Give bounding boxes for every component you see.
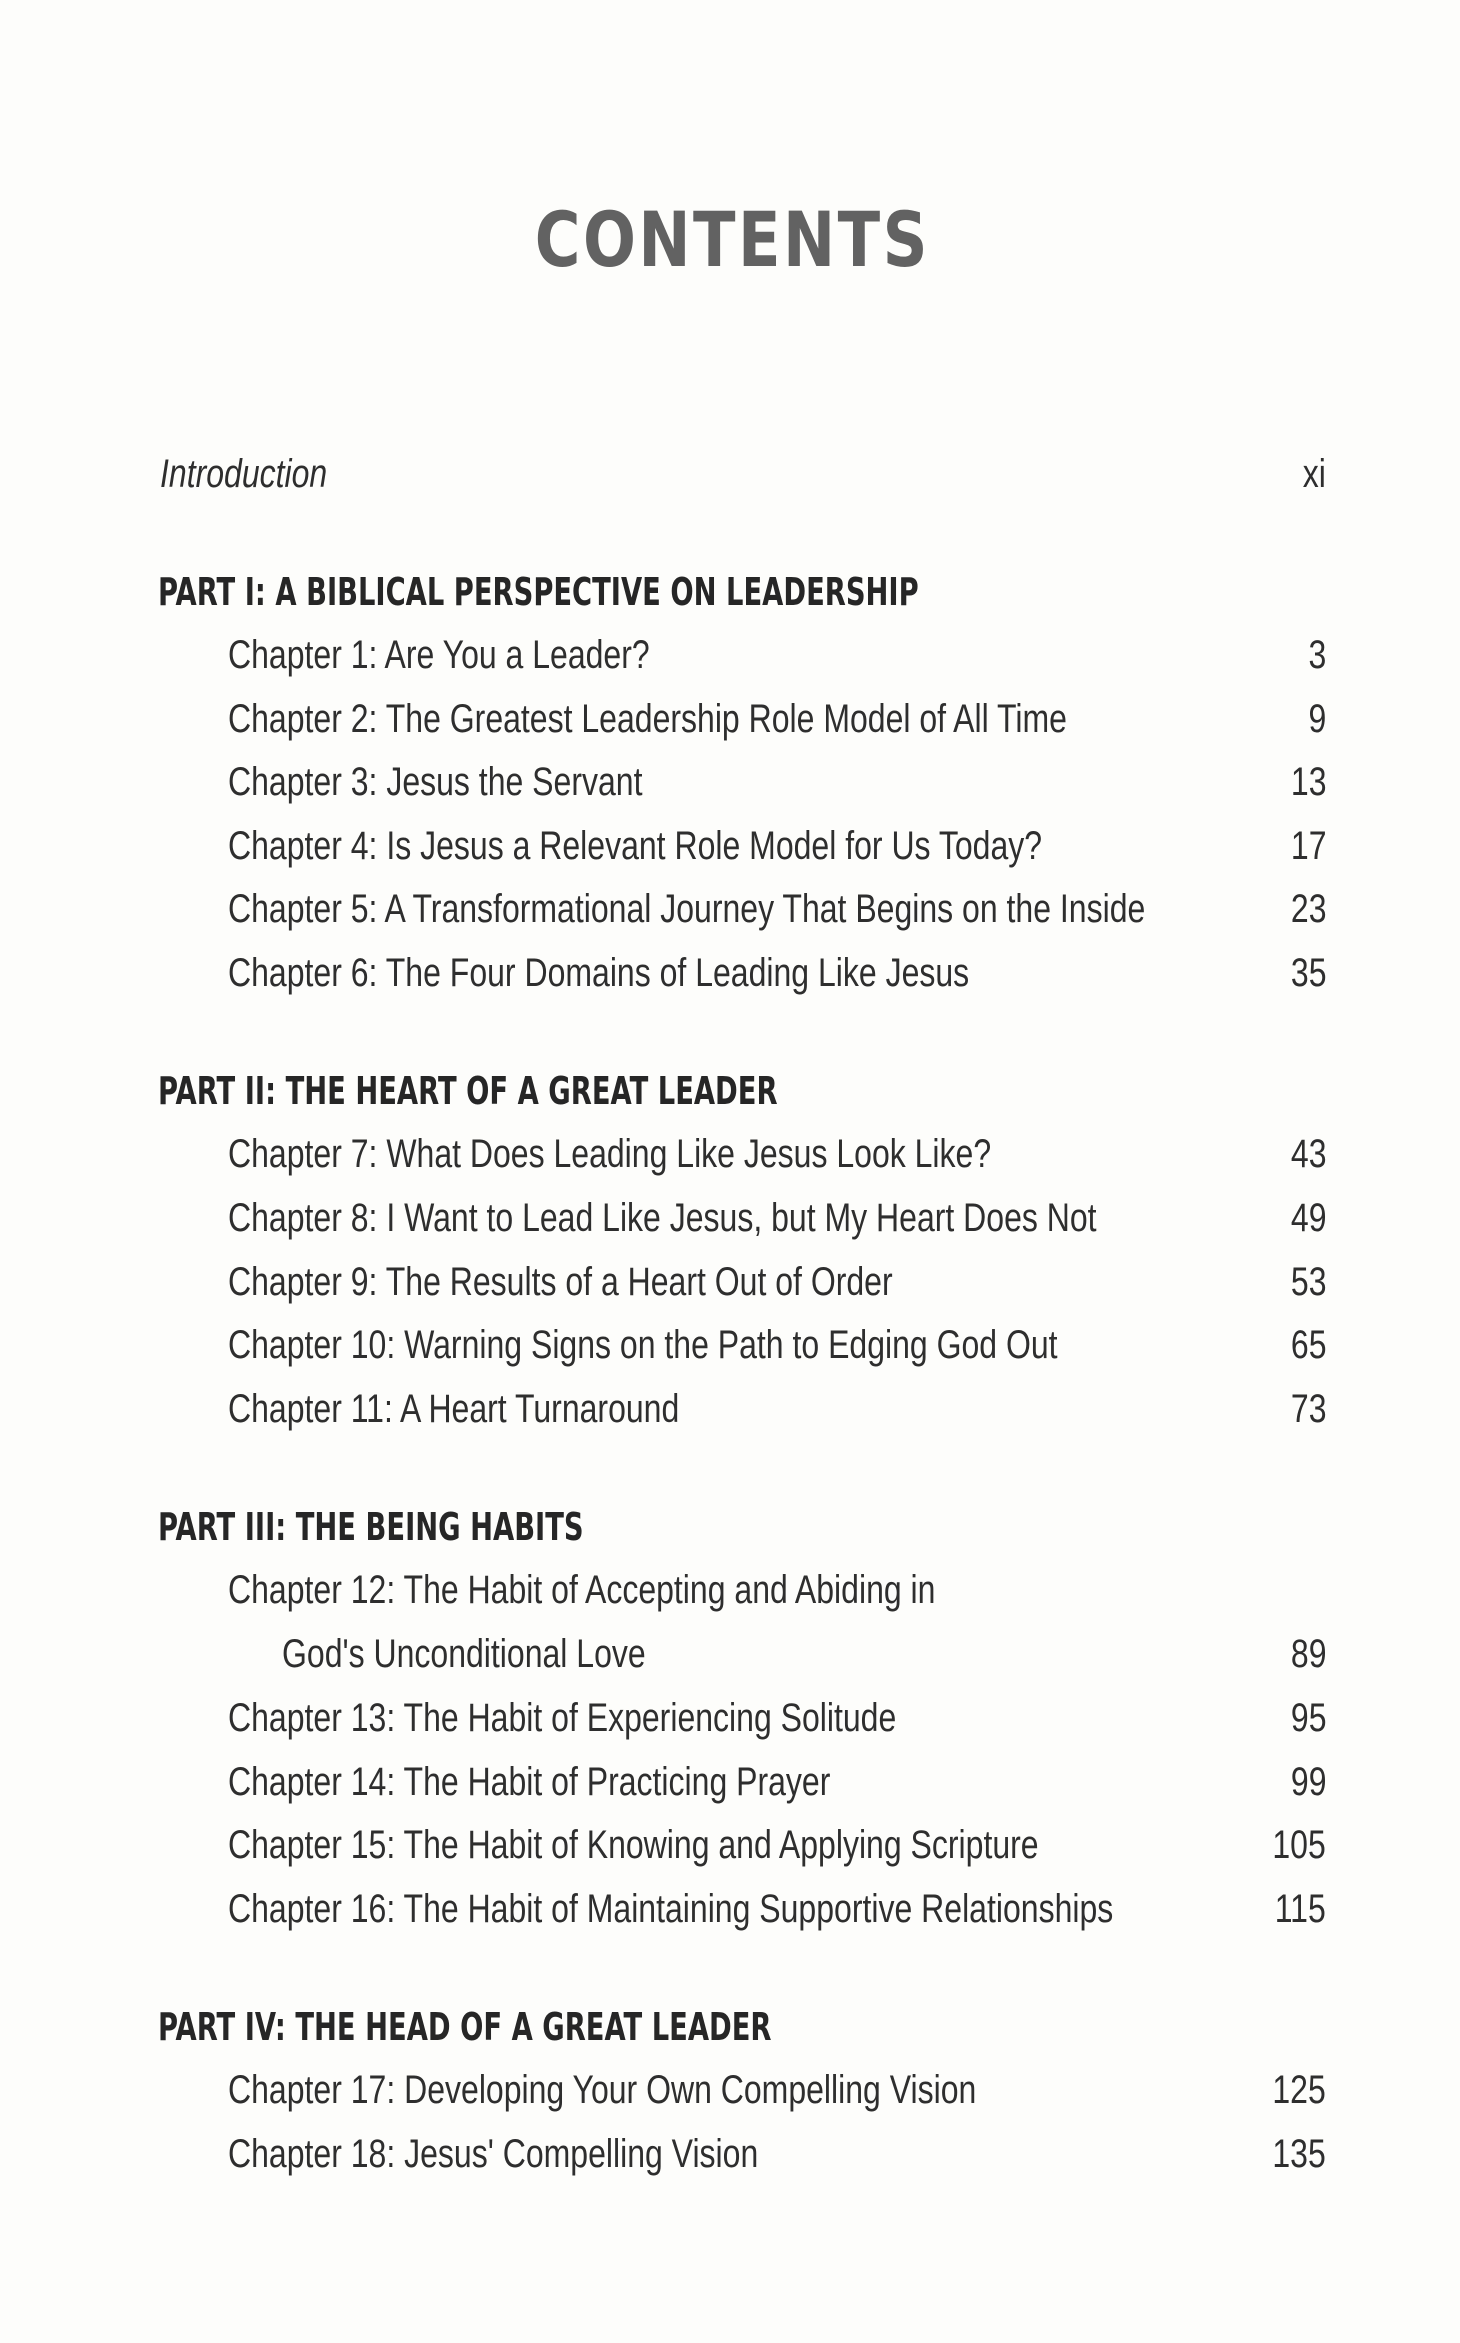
entry-label: Chapter 13: The Habit of Experiencing Solitude [228,1696,897,1740]
page-title: CONTENTS [534,195,930,284]
entry-page-number: 99 [1290,1760,1326,1804]
toc-entry-chapter-2 [0,691,1460,747]
entry-page-number: 95 [1290,1696,1326,1740]
toc-entry-chapter-14 [0,1754,1460,1810]
toc-entry-chapter-11 [0,1381,1460,1437]
entry-page-number: 115 [1274,1887,1326,1931]
entry-page-number: 135 [1272,2132,1326,2176]
toc-entry-chapter-18 [0,2126,1460,2182]
entry-page-number: xi [1302,452,1326,496]
entry-label: Chapter 8: I Want to Lead Like Jesus, but My Heart Does Not [228,1196,1097,1240]
toc-entry-chapter-7 [0,1126,1460,1182]
toc-entry-chapter-4 [0,818,1460,874]
toc-entry-chapter-9 [0,1254,1460,1310]
entry-label-continuation: God's Unconditional Love [282,1632,646,1676]
entry-page-number: 23 [1290,887,1326,931]
part-heading-1 [0,564,1460,620]
entry-label: Chapter 16: The Habit of Maintaining Supportive Relationships [228,1887,1114,1931]
entry-page-number: 9 [1308,697,1326,741]
entry-label: Chapter 12: The Habit of Accepting and Abiding in [228,1568,936,1612]
entry-label: Introduction [160,452,328,496]
part-heading-4 [0,1999,1460,2055]
toc-entry-chapter-13 [0,1690,1460,1746]
entry-page-number: 73 [1290,1387,1326,1431]
entry-label: Chapter 17: Developing Your Own Compelling Vision [228,2068,977,2112]
entry-label: Chapter 4: Is Jesus a Relevant Role Model for Us Today? [228,824,1043,868]
entry-label: Chapter 3: Jesus the Servant [228,760,643,804]
entry-label: Chapter 6: The Four Domains of Leading Like Jesus [228,951,970,995]
entry-page-number: 43 [1290,1132,1326,1176]
entry-label: Chapter 5: A Transformational Journey That Begins on the Inside [228,887,1146,931]
entry-label: Chapter 18: Jesus' Compelling Vision [228,2132,759,2176]
part-title: PART I: A BIBLICAL PERSPECTIVE ON LEADERSHIP [158,570,919,614]
toc-entry-chapter-17 [0,2062,1460,2118]
toc-entry-chapter-10 [0,1317,1460,1373]
part-title: PART IV: THE HEAD OF A GREAT LEADER [158,2005,772,2049]
entry-page-number: 125 [1272,2068,1326,2112]
entry-page-number: 13 [1290,760,1326,804]
entry-label: Chapter 1: Are You a Leader? [228,633,650,677]
toc-entry-chapter-5 [0,881,1460,937]
entry-label: Chapter 11: A Heart Turnaround [228,1387,680,1431]
toc-entry-chapter-16 [0,1881,1460,1937]
part-heading-3 [0,1499,1460,1555]
toc-entry-chapter-1 [0,627,1460,683]
entry-label: Chapter 15: The Habit of Knowing and Applying Scripture [228,1823,1039,1867]
toc-entry-chapter-6 [0,945,1460,1001]
entry-page-number: 65 [1290,1323,1326,1367]
toc-entry-chapter-15 [0,1817,1460,1873]
entry-label: Chapter 7: What Does Leading Like Jesus Look Like? [228,1132,992,1176]
entry-page-number: 105 [1272,1823,1326,1867]
entry-label: Chapter 9: The Results of a Heart Out of Order [228,1260,893,1304]
entry-label: Chapter 10: Warning Signs on the Path to Edging God Out [228,1323,1058,1367]
entry-page-number: 3 [1308,633,1326,677]
toc-entry-introduction [0,446,1460,502]
entry-label: Chapter 2: The Greatest Leadership Role Model of All Time [228,697,1067,741]
part-title: PART III: THE BEING HABITS [158,1505,584,1549]
toc-entry-chapter-8 [0,1190,1460,1246]
entry-page-number: 53 [1290,1260,1326,1304]
toc-entry-chapter-3 [0,754,1460,810]
toc-entry-chapter-12 [0,1562,1460,1618]
entry-label: Chapter 14: The Habit of Practicing Prayer [228,1760,831,1804]
entry-page-number: 89 [1290,1632,1326,1676]
toc-entry-chapter-12-continuation [0,1626,1460,1682]
entry-page-number: 17 [1290,824,1326,868]
part-heading-2 [0,1063,1460,1119]
entry-page-number: 49 [1290,1196,1326,1240]
entry-page-number: 35 [1290,951,1326,995]
part-title: PART II: THE HEART OF A GREAT LEADER [158,1069,778,1113]
